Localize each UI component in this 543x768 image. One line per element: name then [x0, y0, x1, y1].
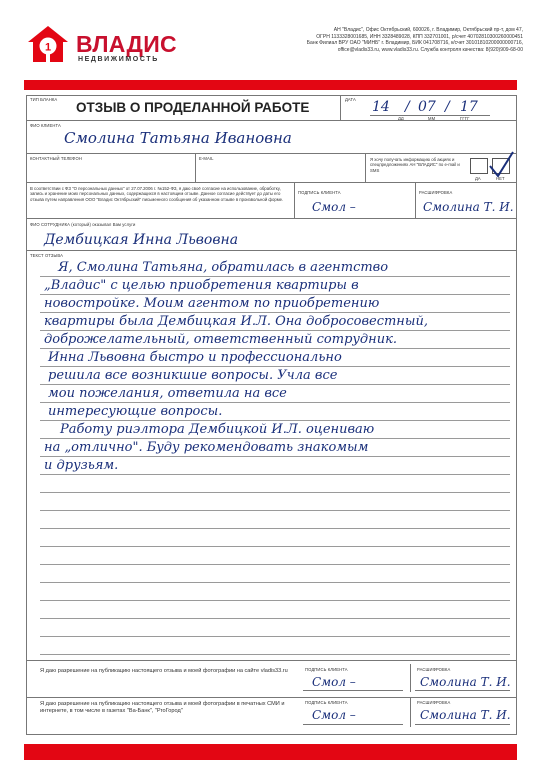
- pub1-signature[interactable]: Смол –: [312, 675, 356, 689]
- row-divider: [26, 660, 517, 661]
- review-line: доброжелательный, ответственный сотрудник.: [44, 332, 398, 347]
- writing-line: [40, 276, 510, 277]
- publication-consent-site: Я даю разрешение на публикацию настоящего отзыва и моей фотографии на сайте vladis33.ru: [40, 668, 288, 674]
- date-label: ДАТА: [345, 97, 356, 102]
- sign-decode-divider: [415, 182, 416, 218]
- bottom-red-bar: [24, 744, 517, 760]
- review-line: Работу риэлтора Дембицкой И.Л. оцениваю: [60, 422, 375, 437]
- row-divider: [26, 153, 517, 154]
- date-month-hint: ММ: [428, 116, 436, 121]
- house-key-logo-icon: [26, 24, 70, 64]
- publication-consent-media: Я даю разрешение на публикацию настоящего отзыва и моей фотографии в печатных СМИ и интернете, в том числе в газетах "Ва-Банк", "ProГород": [40, 701, 285, 714]
- title-date-divider: [340, 95, 341, 120]
- writing-line: [40, 528, 510, 529]
- writing-line: [40, 384, 510, 385]
- writing-line: [40, 618, 510, 619]
- email-consent-divider: [365, 153, 366, 182]
- client-signature[interactable]: Смол –: [312, 200, 356, 214]
- pub1-sign-label: ПОДПИСЬ КЛИЕНТА: [305, 667, 348, 672]
- writing-line: [40, 564, 510, 565]
- review-line: Я, Смолина Татьяна, обратилась в агентство: [58, 260, 389, 275]
- review-line: решила все возникшие вопросы. Учла все: [48, 368, 338, 383]
- writing-line: [40, 582, 510, 583]
- row-divider: [26, 697, 517, 698]
- top-red-bar: [24, 80, 517, 90]
- writing-line: [40, 294, 510, 295]
- writing-line: [40, 456, 510, 457]
- client-label: ФИО КЛИЕНТА: [30, 123, 61, 128]
- review-label: ТЕКСТ ОТЗЫВА: [30, 253, 64, 258]
- phone-email-divider: [195, 153, 196, 182]
- date-year-value[interactable]: 17: [460, 99, 478, 115]
- employee-label: ФИО СОТРУДНИКА (который) оказывал Вам услуги: [30, 222, 136, 227]
- decode-label: РАСШИФРОВКА: [419, 190, 453, 195]
- writing-line: [40, 474, 510, 475]
- privacy-notice: В соответствии с ФЗ "О персональных данных" от 27.07.2006 г. №152-ФЗ, я даю своё согласие на использование, обработку, запись и хранение моих персональных данных, содержащихся в настоящем отзыве. Данное согласие действует до даты его отзыва путем направления ООО "Владис Октябрьский" письменного сообщения об указанном отзыве в произвольной форме.: [30, 186, 284, 202]
- employee-name-value[interactable]: Дембицкая Инна Львовна: [44, 232, 239, 248]
- date-day-hint: ДД: [398, 116, 404, 121]
- writing-line: [40, 438, 510, 439]
- pub2-signature[interactable]: Смол –: [312, 708, 356, 722]
- client-name-value[interactable]: Смолина Татьяна Ивановна: [64, 129, 292, 147]
- writing-line: [40, 546, 510, 547]
- review-line: Инна Львовна быстро и профессионально: [48, 350, 342, 365]
- row-divider: [26, 218, 517, 219]
- pub2-decode-value[interactable]: Смолина Т. И.: [420, 708, 511, 722]
- row-divider: [26, 250, 517, 251]
- review-line: новостройке. Моим агентом по приобретению: [44, 296, 380, 311]
- review-line: интересующие вопросы.: [48, 404, 223, 419]
- email-field[interactable]: [199, 163, 359, 179]
- company-line: АН "Владис", Офис Октябрьский, 600026, г. Владимир, Октябрьский пр-т, дом 47,: [333, 27, 523, 33]
- pub2-sign-decode-divider: [410, 697, 411, 727]
- writing-line: [40, 492, 510, 493]
- form-title: ОТЗЫВ О ПРОДЕЛАННОЙ РАБОТЕ: [76, 100, 310, 115]
- brand-subtitle: НЕДВИЖИМОСТЬ: [78, 56, 159, 63]
- pub1-decode-label: РАСШИФРОВКА: [417, 667, 451, 672]
- pub2-decode-label: РАСШИФРОВКА: [417, 700, 451, 705]
- writing-line: [40, 330, 510, 331]
- date-day-value[interactable]: 14: [372, 99, 390, 115]
- writing-line: [40, 510, 510, 511]
- privacy-sign-divider: [294, 182, 295, 218]
- review-line: и друзьям.: [44, 458, 119, 473]
- signature-line: [415, 724, 510, 725]
- client-sign-label: ПОДПИСЬ КЛИЕНТА: [298, 190, 341, 195]
- phone-field[interactable]: [30, 163, 190, 179]
- yes-label: ДА: [475, 176, 481, 181]
- pub2-sign-label: ПОДПИСЬ КЛИЕНТА: [305, 700, 348, 705]
- date-month-value[interactable]: 07: [418, 99, 436, 115]
- writing-line: [40, 312, 510, 313]
- writing-line: [40, 366, 510, 367]
- review-line: мои пожелания, ответила на все: [48, 386, 287, 401]
- company-line: office@vladis33.ru, www.vladis33.ru. Служба контроля качества: 8(920)909-68-00: [337, 46, 523, 53]
- review-line: на „отлично". Буду рекомендовать знакомым: [44, 440, 369, 455]
- writing-line: [40, 654, 510, 655]
- email-label: E-MAIL: [199, 156, 214, 161]
- client-decode-value[interactable]: Смолина Т. И.: [423, 200, 514, 214]
- brand-name: ВЛАДИС: [76, 31, 177, 57]
- row-divider: [26, 120, 517, 121]
- signature-line: [415, 690, 510, 691]
- pub1-sign-decode-divider: [410, 664, 411, 692]
- date-separator: /: [405, 99, 410, 115]
- consent-yes-checkbox[interactable]: [470, 158, 488, 174]
- writing-line: [40, 402, 510, 403]
- date-separator: /: [445, 99, 450, 115]
- row-divider: [26, 182, 517, 183]
- company-line: Банк Филиал ВРУ ОАО "МИНБ" г. Владимир, БИК 041708716, к/счет 30101810200000000716,: [306, 40, 523, 46]
- svg-text:1: 1: [44, 41, 52, 54]
- writing-line: [40, 636, 510, 637]
- phone-label: КОНТАКТНЫЙ ТЕЛЕФОН: [30, 156, 82, 161]
- type-label: ТИП БЛАНКА: [30, 97, 58, 102]
- review-line: „Владис" с целью приобретения квартиры в: [44, 278, 359, 293]
- writing-line: [40, 600, 510, 601]
- review-line: квартиры была Дембицкая И.Л. Она добросовестный,: [44, 314, 428, 329]
- writing-line: [40, 420, 510, 421]
- pub1-decode-value[interactable]: Смолина Т. И.: [420, 675, 511, 689]
- signature-line: [303, 724, 403, 725]
- company-line: ОГРН 1133328001685, ИНН 3328489028, КПП 332701001, р/счет 40702810300260000451: [316, 33, 523, 40]
- company-info: [223, 27, 523, 53]
- date-year-hint: ГГГГ: [460, 116, 470, 121]
- signature-line: [303, 690, 403, 691]
- writing-line: [40, 348, 510, 349]
- consent-info: Я хочу получать информацию об акциях и спецпредложениях АН "ВЛАДИС" по e-mail и SMS: [370, 157, 460, 173]
- no-label: НЕТ: [496, 176, 505, 181]
